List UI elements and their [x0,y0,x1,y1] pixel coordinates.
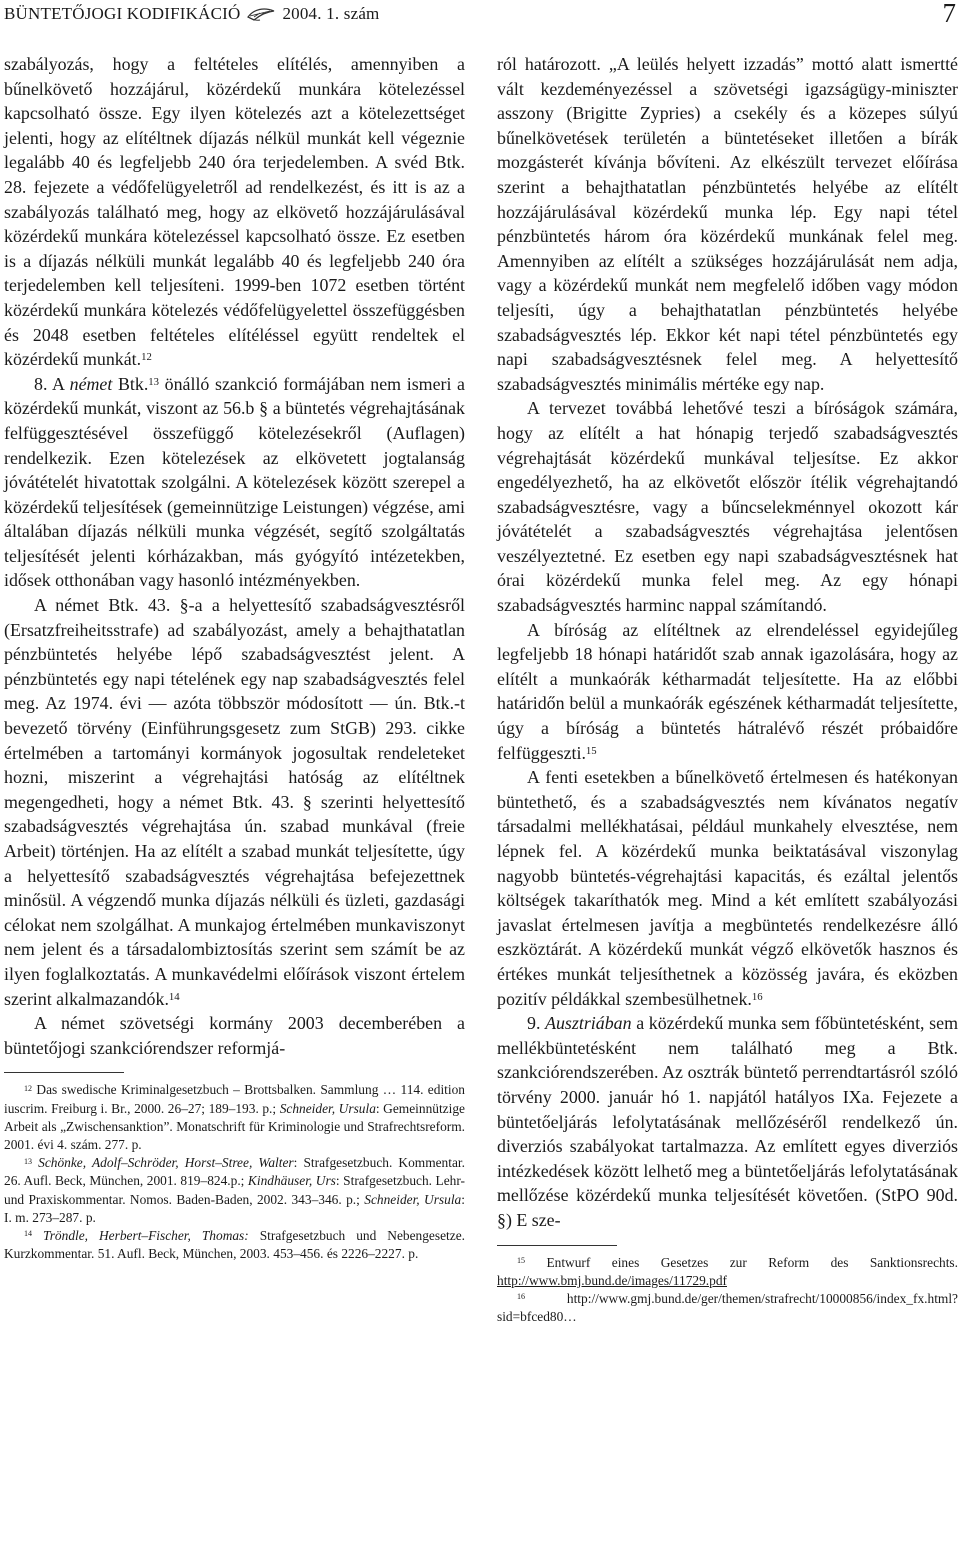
text-run: : I. m. 273–287. p. [4,1191,465,1225]
page-number: 7 [942,0,956,28]
text-run: a közérdekű munka sem főbüntetésként, sem mellékbüntetésként nem található meg a Btk. szankciórendszerében. Az osztrák büntető perrendtartásról szóló törvény 2000. január hó 1. napjától hatályos IXa. Fejezete a büntetőeljárás lefolytatásának mellőzéséről rendelkező ún. diverziós szabályokat tartalmazza. Az említett egyes diverziós intézkedések között lelhető meg a büntetőeljárás lefolytatásának mellőzése közérdekű munka teljesítését követően. (StPO 90d. §) E sze- [497,1013,958,1230]
paragraph [497,52,958,396]
text-run: A bíróság az elítéltnek az elrendeléssel egyidejűleg legfeljebb 18 hónapi határidőt szab annak igazolására, hogy az elítélt a munkaórák kétharmadát teljesítette. Ha az előbbi határidőn belül a munkaórák egészének kétharmadát teljesítette, úgy a bíróság a büntetés hátralévő részét próbaidőre felfüggeszti. [497,619,958,763]
right-column [497,52,958,1326]
text-run: A tervezet továbbá lehetővé teszi a bíróságok számára, hogy az elítélt a hat hónapig terjedő szabadságvesztés végrehajtását közérdekű munkával teljesítse. Ez akkor engedélyezhető, ha az elkövetőt először ítélik végrehajtandó szabadságvesztésre, vagy a bűncselekménnyel okozott kár jóvátételét a szabadságvesztés végrehajtása jelentősen veszélyeztetné. Ez esetben egy napi szabadságvesztésnek hat órai közérdekű munka felel meg. Az egy hónapi szabadságvesztés harminc nappal számítandó. [497,398,958,616]
running-head [4,4,379,24]
text-run: 9. [527,1013,546,1034]
text-run: Strafgesetzbuch und Nebengesetze. Kurzkommentar. 51. Aufl. Beck, München, 2003. 453–456. és 2226–2227. p. [4,1227,465,1262]
footnote-separator [4,1072,124,1073]
italic-text: Tröndle, Herbert–Fischer, Thomas: [43,1227,249,1243]
italic-text: Kindhäuser, Urs [247,1173,336,1189]
footnote-marker: 14 [168,990,180,1003]
footnote-marker: 16 [751,990,763,1003]
text-run: önálló szankció formájában nem ismeri a közérdekű munkát, viszont az 56.b § a büntetés végrehajtásának felfüggesztésével összefüggő kötelezésekről (Auflagen) rendelkezik. Ezen kötelezések az elkövetett jogtalanság jóvátételét hivatottak szolgálni. A kötelezések között szerepel a közérdekű teljesítések (gemeinnützige Leistungen) végzése, ami általában díjazás nélküli munka végzését, segítő szolgáltatás teljesítését jelenti kórházakban, más gyógyító intézetekben, idősek otthonában vagy hasonló intézményekben. [4,373,466,591]
text-run: A fenti esetekben a bűnelkövető értelmesen és hatékonyan büntethető, és a szabadságvesztés nem kívánatos negatív társadalmi mellékhatásai, például munkahely elvesztése, nem lépnek fel. A közérdekű munka beiktatásával viszonylag nagyobb büntetés-végrehajtási kapacitás, és ezáltal jelentős költségek takaríthatók meg. Mind a két említett szabályozási javaslat értelmesen javítja a megbüntetés rendelkezésre álló eszköztárát. A közérdekű munkát végző elkövetők hasznos és értékes munkát teljesíthetnek a közösség javára, és eközben pozitív példákkal szembesülhetnek. [497,767,958,1009]
text-run: Das swedische Kriminalgesetzbuch – Brottsbalken. Sammlung … 114. edition iuscrim. Freiburg i. Br., 2000. 26–27; 189–193. p.; [4,1082,465,1116]
footnote [497,1254,958,1290]
paragraph [4,52,465,372]
footnote-marker: 14 [24,1229,33,1239]
text-run: : Gemeinnützige Arbeit als „Zwischensanktion”. Monatschrift für Kriminologie und Strafrechtsreform. 2001. évi 4. szám. 277. p. [4,1100,465,1152]
footnote-marker: 15 [517,1255,526,1265]
paragraph [497,618,958,766]
feather-ornament-icon [246,5,276,23]
text-run: : Strafgesetzbuch. Lehr- und Praxiskommentar. Nomos. Baden-Baden, 2002. 343–346. p.; [4,1173,466,1207]
text-run: Btk. [112,373,149,394]
text-run: : Strafgesetzbuch. Kommentar. 26. Aufl. Beck, München, 2001. 819–824.p.; [4,1155,465,1189]
text-run: A német Btk. 43. §-a a helyettesítő szabadságvesztésről (Ersatzfreiheitsstrafe) ad szabályozást, amely a behajthatatlan pénzbüntetés helyébe lépő szabadságvesztést jelent. A pénzbüntetés egy napi tételének egy nap szabadságvesztés felel meg. Az 1974. évi — azóta többször módosított — ún. Btk.-t bevezető törvény (Einführungsgesetz zum StGB) 293. cikke értelmében a tartományi kormányok jogosultak rendeleteket hozni, miszerint a végrehajtási hatóság az elítéltnek megengedheti, hogy a német Btk. 43. § szerinti helyettesítő szabadságvesztés végrehajtása ún. szabad munkával (freie Arbeit) történjen. Ha az elítélt a szabad munkát teljesítette, úgy a helyettesítő szabadságvesztés végrehajtása befejezettnek minősül. A végzendő munka díjazás nélküli és üzleti, gazdasági célokat nem szolgálhat. A munkajog értelmében munkaviszonyt nem jelent és a társadalombiztosítás szerint sem számít be az ilyen foglalkoztatás. A munkavédelmi előírások viszont értelem szerint alkalmazandók. [4,595,465,1009]
italic-text: Schneider, Ursula [364,1191,462,1207]
paragraph [497,765,958,1011]
footnote-separator [497,1245,617,1246]
running-header [0,0,960,36]
footnote-marker: 16 [517,1292,526,1302]
footnote-marker: 15 [585,744,597,757]
footnote-marker: 13 [148,375,160,388]
footnote-marker: 13 [24,1156,33,1166]
paragraph [4,1011,465,1060]
left-footnotes [4,1081,465,1263]
paragraph [497,396,958,617]
url-text: http://www.bmj.bund.de/images/11729.pdf [497,1272,727,1288]
text-run: szabályozás, hogy a feltételes elítélés, amennyiben a bűnelkövető hozzájárul, közérdekű munkára kötelezéssel kapcsolható össze. Egy ilyen kötelezés azt a kötelezettséget jelenti, hogy az elítéltnek díjazás nélkül munkát kell végeznie legalább 40 és legfeljebb 240 óra terjedelemben. A svéd Btk. 28. fejezete a védőfelügyeletről ad rendelkezést, és itt is az a szabályozás található meg, hogy az elkövető hozzájárulásával közérdekű munkára kötelezéssel kapcsolható össze. Ez esetben is a díjazás nélküli munkát legalább 40 és legfeljebb 240 óra terjedelemben kell teljesíteni. 1999-ben 1072 esetben történt közérdekű munkára kötelezés védőfelügyelettel összefüggésben és 2048 esetben feltételes elítéléssel együtt rendeltek el közérdekű munkát. [4,54,465,370]
italic-text: német [69,373,113,394]
footnote [497,1290,958,1326]
issue-number: 2004. 1. szám [282,4,380,23]
italic-text: Ausztriában [545,1013,632,1034]
left-body-text [4,52,465,1060]
footnote [4,1227,465,1263]
text-run: Entwurf eines Gesetzes zur Reform des Sanktionsrechts. [525,1254,958,1270]
footnote-marker: 12 [24,1083,33,1093]
text-run: A német szövetségi kormány 2003 decemberében a büntetőjogi szankciórendszer reformjá- [4,1013,465,1058]
journal-title: BÜNTETŐJOGI KODIFIKÁCIÓ [4,4,241,23]
paragraph [497,1011,958,1232]
footnote-marker: 12 [141,351,152,364]
italic-text: Schönke, Adolf–Schröder, Horst–Stree, Walter [38,1155,294,1171]
footnote [4,1081,465,1154]
text-run: ról határozott. „A leülés helyett izzadás” mottó alatt ismertté vált kezdeményezéssel a szövetségi igazságügy-miniszter asszony (Brigitte Zypries) a csekély és a közepes súlyú bűnelkövetések területén a büntetéseket illetően a bírák mozgásterét kívánja bővíteni. Az elkészült tervezet előírása szerint a behajthatatlan pénzbüntetés helyébe az elítélt hozzájárulásával közérdekű munka lép. Egy napi tétel pénzbüntetés három óra közérdekű munkának felel meg. Amennyiben az elítélt a szükséges hozzájárulását nem adja, vagy a közérdekű munkát nem megfelelő időben vagy módon teljesíti, úgy a behajthatatlan pénzbüntetés helyébe szabadságvesztés lép. Ekkor két napi tétel pénzbüntetés egy napi szabadságvesztésnek felel meg. A helyettesítő szabadságvesztés minimális mértéke egy nap. [497,54,958,394]
left-column [4,52,465,1263]
italic-text: Schneider, Ursula [279,1100,376,1116]
right-footnotes [497,1254,958,1327]
paragraph [4,593,465,1011]
text-run [32,1228,43,1243]
text-run: http://www.gmj.bund.de/ger/themen/strafrecht/10000856/index_fx.html?sid=bfced80… [497,1290,958,1325]
footnote [4,1154,465,1227]
right-body-text [497,52,958,1233]
text-run: 8. A [34,373,70,394]
paragraph [4,372,465,593]
